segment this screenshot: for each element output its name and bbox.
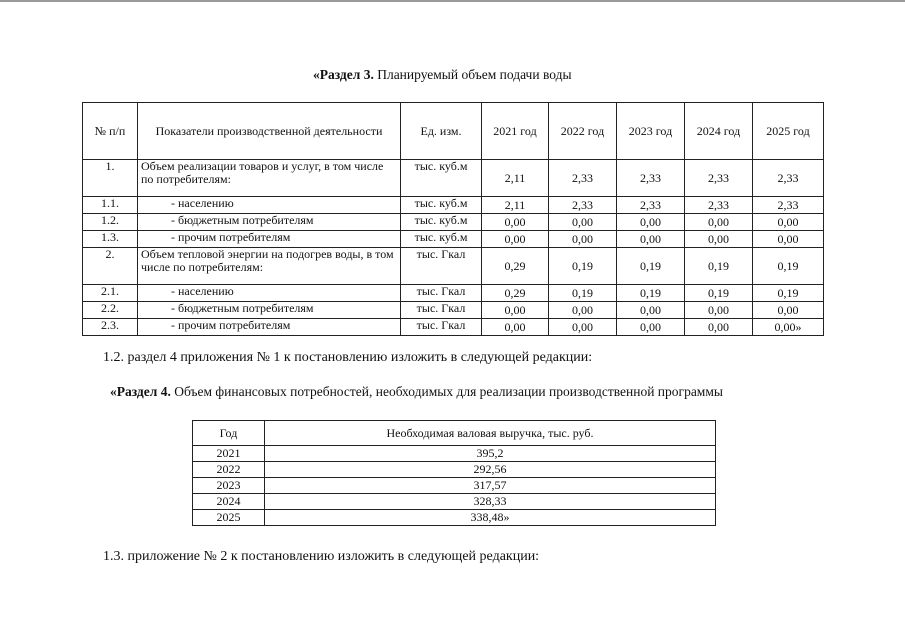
revenue-cell: 292,56	[265, 462, 716, 478]
value-cell: 0,00	[617, 319, 685, 336]
section-3-header-cell: 2023 год	[617, 103, 685, 160]
row-number: 2.	[83, 248, 138, 285]
value-cell: 2,11	[482, 197, 549, 214]
value-cell: 2,33	[617, 160, 685, 197]
section-3-table	[82, 102, 824, 336]
value-cell: 0,00	[549, 231, 617, 248]
value-cell: 0,00	[753, 231, 824, 248]
value-cell: 0,00	[617, 231, 685, 248]
value-cell: 2,33	[753, 160, 824, 197]
section-4-header-cell: Год	[193, 421, 265, 446]
table-row	[83, 319, 824, 336]
value-cell: 0,29	[482, 285, 549, 302]
indicator-name: - бюджетным потребителям	[138, 214, 401, 231]
table-row	[193, 446, 716, 462]
table-row	[83, 160, 824, 197]
revenue-cell: 328,33	[265, 494, 716, 510]
indicator-name: - прочим потребителям	[138, 319, 401, 336]
table-row	[83, 248, 824, 285]
revenue-cell: 317,57	[265, 478, 716, 494]
indicator-name: Объем реализации товаров и услуг, в том числе по потребителям:	[138, 160, 401, 197]
section-4-header-row	[193, 421, 716, 446]
unit-cell: тыс. Гкал	[401, 319, 482, 336]
row-number: 2.3.	[83, 319, 138, 336]
row-number: 1.1.	[83, 197, 138, 214]
unit-cell: тыс. куб.м	[401, 160, 482, 197]
table-row	[83, 214, 824, 231]
paragraph-1-2: 1.2. раздел 4 приложения № 1 к постановлению изложить в следующей редакции:	[103, 350, 593, 365]
indicator-name: - бюджетным потребителям	[138, 302, 401, 319]
value-cell: 0,19	[617, 285, 685, 302]
section-3-header-cell: 2022 год	[549, 103, 617, 160]
section-3-header-cell: 2024 год	[685, 103, 753, 160]
section-3-title-bold: «Раздел 3.	[313, 67, 374, 82]
value-cell: 0,00	[685, 319, 753, 336]
unit-cell: тыс. Гкал	[401, 285, 482, 302]
section-3-title-text: Планируемый объем подачи воды	[373, 67, 572, 82]
section-3-header-cell: Показатели производственной деятельности	[138, 103, 401, 160]
value-cell: 0,19	[753, 285, 824, 302]
row-number: 2.1.	[83, 285, 138, 302]
table-row	[83, 285, 824, 302]
indicator-name: - населению	[138, 197, 401, 214]
value-cell: 0,00	[482, 231, 549, 248]
section-3-body	[83, 160, 824, 336]
revenue-cell: 338,48»	[265, 510, 716, 526]
table-row	[193, 510, 716, 526]
indicator-name: - населению	[138, 285, 401, 302]
indicator-name: Объем тепловой энергии на подогрев воды, в том числе по потребителям:	[138, 248, 401, 285]
value-cell: 0,19	[753, 248, 824, 285]
value-cell: 0,00	[617, 302, 685, 319]
value-cell: 0,19	[549, 285, 617, 302]
year-cell: 2022	[193, 462, 265, 478]
value-cell: 0,00	[549, 319, 617, 336]
section-3-header-cell: 2025 год	[753, 103, 824, 160]
value-cell: 0,00	[617, 214, 685, 231]
value-cell: 0,00	[753, 302, 824, 319]
value-cell: 0,00	[753, 214, 824, 231]
value-cell: 0,29	[482, 248, 549, 285]
section-4-body	[193, 446, 716, 526]
paragraph-1-3: 1.3. приложение № 2 к постановлению изложить в следующей редакции:	[103, 549, 540, 564]
page-top-edge	[0, 0, 905, 2]
section-4-header-cell: Необходимая валовая выручка, тыс. руб.	[265, 421, 716, 446]
value-cell: 0,00	[482, 214, 549, 231]
value-cell: 2,11	[482, 160, 549, 197]
value-cell: 0,00	[549, 302, 617, 319]
value-cell: 2,33	[753, 197, 824, 214]
value-cell: 0,19	[685, 248, 753, 285]
year-cell: 2024	[193, 494, 265, 510]
value-cell: 2,33	[685, 160, 753, 197]
value-cell: 2,33	[549, 197, 617, 214]
revenue-cell: 395,2	[265, 446, 716, 462]
value-cell: 0,00	[482, 302, 549, 319]
section-4-title-text: Объем финансовых потребностей, необходимых для реализации производственной программы	[170, 384, 723, 399]
section-4-title	[110, 384, 723, 400]
value-cell: 0,00	[685, 231, 753, 248]
unit-cell: тыс. Гкал	[401, 302, 482, 319]
table-row	[193, 478, 716, 494]
value-cell: 0,19	[549, 248, 617, 285]
value-cell: 0,00	[549, 214, 617, 231]
unit-cell: тыс. куб.м	[401, 231, 482, 248]
table-row	[193, 494, 716, 510]
section-3-header-cell: Ед. изм.	[401, 103, 482, 160]
value-cell: 2,33	[549, 160, 617, 197]
section-3-header-row	[83, 103, 824, 160]
table-row	[83, 231, 824, 248]
value-cell: 0,00	[685, 214, 753, 231]
value-cell: 0,19	[685, 285, 753, 302]
value-cell: 2,33	[685, 197, 753, 214]
unit-cell: тыс. куб.м	[401, 197, 482, 214]
year-cell: 2021	[193, 446, 265, 462]
row-number: 1.	[83, 160, 138, 197]
value-cell: 0,00»	[753, 319, 824, 336]
value-cell: 2,33	[617, 197, 685, 214]
year-cell: 2023	[193, 478, 265, 494]
unit-cell: тыс. Гкал	[401, 248, 482, 285]
section-3-title	[313, 67, 572, 83]
row-number: 1.2.	[83, 214, 138, 231]
section-3-header-cell: № п/п	[83, 103, 138, 160]
row-number: 1.3.	[83, 231, 138, 248]
row-number: 2.2.	[83, 302, 138, 319]
section-4-title-bold: «Раздел 4.	[110, 384, 171, 399]
section-3-header-cell: 2021 год	[482, 103, 549, 160]
table-row	[193, 462, 716, 478]
indicator-name: - прочим потребителям	[138, 231, 401, 248]
table-row	[83, 302, 824, 319]
value-cell: 0,00	[685, 302, 753, 319]
value-cell: 0,00	[482, 319, 549, 336]
unit-cell: тыс. куб.м	[401, 214, 482, 231]
year-cell: 2025	[193, 510, 265, 526]
value-cell: 0,19	[617, 248, 685, 285]
table-row	[83, 197, 824, 214]
section-4-table	[192, 420, 716, 526]
